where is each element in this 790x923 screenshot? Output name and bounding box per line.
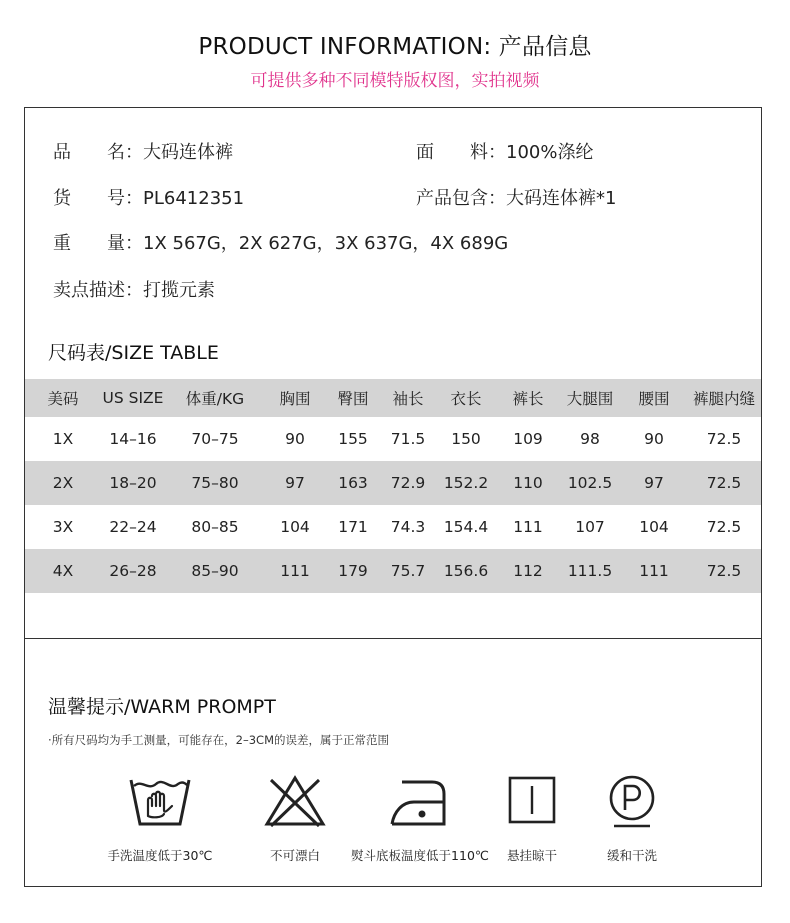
care-label: 缓和干洗 <box>606 848 657 863</box>
table-cell: 72.5 <box>687 461 761 505</box>
table-cell: 104 <box>280 518 310 536</box>
table-cell: 72.5 <box>687 549 761 593</box>
table-cell: 22–24 <box>109 518 157 536</box>
table-cell: 26–28 <box>101 549 165 593</box>
info-name <box>53 138 233 164</box>
care-label: 悬挂晾干 <box>506 848 557 863</box>
header-cell: 胸围 <box>265 379 325 417</box>
info-selling-label: 卖点描述： <box>53 280 143 301</box>
table-cell: 156.6 <box>435 549 497 593</box>
table-row <box>25 417 761 461</box>
table-cell: 2X <box>25 461 101 505</box>
table-cell: 110 <box>497 461 559 505</box>
header-cell: 体重/KG <box>165 379 265 417</box>
header-cell: 袖长 <box>381 379 435 417</box>
table-cell: 163 <box>325 461 381 505</box>
care-item-hand-wash <box>95 772 225 864</box>
table-cell: 74.3 <box>390 518 426 536</box>
dry-clean-p-icon <box>600 772 664 832</box>
info-weight-value: 1X 567G，2X 627G，3X 637G，4X 689G <box>143 233 509 254</box>
table-cell: 97 <box>265 461 325 505</box>
info-package-label: 产品包含： <box>416 188 506 209</box>
header-cell: 臀围 <box>325 379 381 417</box>
table-cell: 3X <box>52 518 74 536</box>
table-cell: 154.4 <box>443 518 489 536</box>
table-row <box>25 549 761 593</box>
table-cell: 71.5 <box>390 430 426 448</box>
hand-wash-icon <box>128 772 192 832</box>
table-cell: 97 <box>621 461 687 505</box>
table-row <box>25 505 761 549</box>
info-name-label: 品 名： <box>53 142 143 163</box>
table-cell: 90 <box>285 430 305 448</box>
size-table <box>25 379 761 593</box>
line-dry-icon <box>500 772 564 832</box>
care-item-dry-clean <box>567 772 697 864</box>
measurement-note: ·所有尺码均为手工测量，可能存在，2–3CM的误差，属于正常范围 <box>48 733 389 747</box>
table-cell: 1X <box>52 430 74 448</box>
warm-prompt-title: 温馨提示/WARM PROMPT <box>48 696 276 718</box>
table-cell: 111.5 <box>559 549 621 593</box>
table-cell: 109 <box>513 430 543 448</box>
info-fabric-label: 面 料： <box>416 142 506 163</box>
page-subtitle: 可提供多种不同模特版权图，实拍视频 <box>250 71 540 91</box>
page-title: PRODUCT INFORMATION: 产品信息 <box>198 34 592 60</box>
table-cell: 102.5 <box>559 461 621 505</box>
table-cell: 98 <box>580 430 600 448</box>
table-cell: 171 <box>338 518 368 536</box>
header-cell: 大腿围 <box>559 379 621 417</box>
header-cell: 美码 <box>25 379 101 417</box>
table-cell: 111 <box>513 518 543 536</box>
table-cell: 14–16 <box>109 430 157 448</box>
iron-low-icon <box>388 772 452 832</box>
table-cell: 150 <box>451 430 481 448</box>
info-fabric <box>416 138 593 164</box>
info-name-value: 大码连体裤 <box>143 142 233 163</box>
table-cell: 179 <box>325 549 381 593</box>
table-cell: 152.2 <box>435 461 497 505</box>
table-cell: 70–75 <box>191 430 239 448</box>
info-package-value: 大码连体裤*1 <box>506 188 617 209</box>
care-label: 不可漂白 <box>269 848 320 863</box>
info-sku <box>53 184 244 210</box>
no-bleach-icon <box>263 772 327 832</box>
table-cell: 104 <box>639 518 669 536</box>
table-cell: 112 <box>497 549 559 593</box>
care-label: 熨斗底板温度低于110℃ <box>351 848 489 863</box>
info-package <box>416 184 616 210</box>
table-cell: 155 <box>338 430 368 448</box>
section-divider <box>24 638 762 639</box>
table-cell: 107 <box>575 518 605 536</box>
table-cell: 72.9 <box>381 461 435 505</box>
table-cell: 72.5 <box>706 518 742 536</box>
header-cell: 腰围 <box>621 379 687 417</box>
size-table-title: 尺码表/SIZE TABLE <box>48 342 219 364</box>
table-cell: 111 <box>621 549 687 593</box>
table-cell: 4X <box>25 549 101 593</box>
info-selling <box>53 276 215 302</box>
info-weight-label: 重 量： <box>53 233 143 254</box>
info-sku-label: 货 号： <box>53 188 143 209</box>
table-cell: 111 <box>265 549 325 593</box>
info-sku-value: PL6412351 <box>143 188 245 209</box>
table-cell: 18–20 <box>101 461 165 505</box>
header-cell: 衣长 <box>435 379 497 417</box>
care-label: 手洗温度低于30℃ <box>107 848 213 863</box>
header-cell: US SIZE <box>101 379 165 417</box>
info-selling-value: 打揽元素 <box>143 280 215 301</box>
header-cell: 裤长 <box>497 379 559 417</box>
table-row <box>25 461 761 505</box>
table-cell: 75–80 <box>165 461 265 505</box>
table-cell: 80–85 <box>191 518 239 536</box>
header-cell: 裤腿内缝 <box>687 379 761 417</box>
table-cell: 75.7 <box>381 549 435 593</box>
table-cell: 90 <box>644 430 664 448</box>
info-weight <box>53 229 508 255</box>
table-cell: 85–90 <box>165 549 265 593</box>
table-cell: 72.5 <box>706 430 742 448</box>
care-item-no-bleach <box>230 772 360 864</box>
info-fabric-value: 100%涤纶 <box>506 142 594 163</box>
size-table-header <box>25 379 761 417</box>
